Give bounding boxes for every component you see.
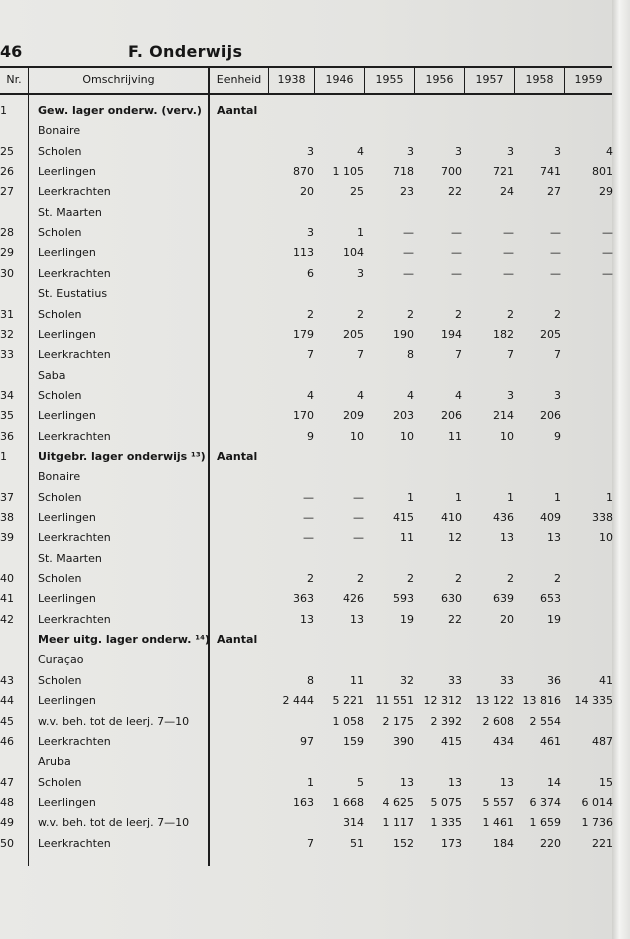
cell-value-1946: 205: [343, 327, 364, 341]
row-description: Leerkrachten: [38, 348, 111, 362]
cell-value-1958: 9: [554, 429, 561, 443]
cell-value-1946: 1 058: [332, 714, 364, 728]
row-number: 42: [0, 612, 14, 626]
cell-value-1957: 2 608: [482, 714, 514, 728]
cell-value-1957: 2: [507, 307, 514, 321]
cell-value-1938: 2: [307, 307, 314, 321]
cell-value-1958: 206: [540, 409, 561, 423]
row-number: 39: [0, 531, 14, 545]
row-number: 35: [0, 409, 14, 423]
table-row: [0, 162, 612, 182]
header-year-1959: 1959: [574, 73, 603, 86]
cell-value-1957: 24: [500, 185, 514, 199]
cell-value-1958: —: [550, 226, 561, 240]
row-description: Uitgebr. lager onderwijs ¹³): [38, 449, 206, 463]
cell-value-1946: 5: [357, 775, 364, 789]
cell-value-1946: 4: [357, 388, 364, 402]
cell-value-1956: 12: [448, 531, 462, 545]
cell-value-1955: 3: [407, 144, 414, 158]
cell-value-1955: —: [403, 266, 414, 280]
cell-value-1956: 13: [448, 775, 462, 789]
cell-value-1959: —: [602, 226, 613, 240]
row-number: 43: [0, 673, 14, 687]
cell-value-1958: 461: [540, 734, 561, 748]
cell-value-1957: 436: [493, 511, 514, 524]
row-number: 34: [0, 388, 14, 402]
cell-value-1958: 1 659: [529, 816, 561, 830]
cell-value-1946: 1 105: [332, 165, 364, 179]
row-description: Leerkrachten: [38, 185, 111, 199]
row-description: Scholen: [38, 307, 82, 321]
cell-value-1938: 363: [293, 592, 314, 606]
cell-value-1957: 20: [500, 612, 514, 626]
row-description: Meer uitg. lager onderw. ¹⁴): [38, 633, 210, 647]
cell-value-1946: —: [353, 531, 364, 545]
cell-value-1957: —: [503, 226, 514, 240]
cell-value-1946: 159: [343, 734, 364, 748]
cell-value-1958: 741: [540, 165, 561, 179]
cell-value-1959: 221: [592, 836, 613, 850]
row-description: Leerlingen: [38, 409, 96, 423]
cell-value-1958: 1: [554, 490, 561, 504]
cell-value-1955: —: [403, 226, 414, 240]
cell-value-1959: 338: [592, 511, 613, 524]
cell-value-1955: 593: [393, 592, 414, 606]
table-row: [0, 447, 612, 467]
table-row: [0, 467, 612, 487]
cell-value-1946: 3: [357, 266, 364, 280]
cell-value-1956: 4: [455, 388, 462, 402]
cell-value-1955: 2: [407, 307, 414, 321]
table-row: [0, 813, 612, 833]
row-number: 30: [0, 266, 14, 280]
cell-value-1956: 22: [448, 612, 462, 626]
cell-value-1957: 13: [500, 775, 514, 789]
cell-value-1958: 205: [540, 327, 561, 341]
row-description: Scholen: [38, 572, 82, 586]
row-description: Leerlingen: [38, 246, 96, 260]
cell-value-1938: —: [303, 490, 314, 504]
row-description: Scholen: [38, 144, 82, 158]
cell-value-1957: 33: [500, 673, 514, 687]
cell-value-1956: 415: [441, 734, 462, 748]
row-number: 27: [0, 185, 14, 199]
row-number: 32: [0, 327, 14, 341]
row-number: 41: [0, 592, 14, 606]
cell-value-1955: 203: [393, 409, 414, 423]
cell-value-1955: 11 551: [375, 694, 414, 708]
row-description: Leerlingen: [38, 165, 96, 179]
row-description: Leerkrachten: [38, 734, 111, 748]
cell-value-1956: 5 075: [430, 795, 462, 809]
cell-value-1956: —: [451, 246, 462, 260]
page-number: 46: [0, 42, 23, 61]
cell-value-1958: —: [550, 266, 561, 280]
row-description: Leerkrachten: [38, 266, 111, 280]
cell-value-1946: 51: [350, 836, 364, 850]
cell-value-1958: 3: [554, 144, 561, 158]
cell-value-1957: 1: [507, 490, 514, 504]
row-number: 38: [0, 511, 14, 524]
cell-value-1957: 13: [500, 531, 514, 545]
cell-value-1946: 2: [357, 307, 364, 321]
row-description: Bonaire: [38, 470, 81, 484]
row-description: Scholen: [38, 388, 82, 402]
cell-value-1958: 2 554: [529, 714, 561, 728]
row-description: Leerkrachten: [38, 612, 111, 626]
cell-value-1958: —: [550, 246, 561, 260]
cell-value-1938: 7: [307, 348, 314, 362]
cell-value-1956: —: [451, 266, 462, 280]
table-row: [0, 528, 612, 548]
cell-value-1938: 4: [307, 388, 314, 402]
row-description: Leerlingen: [38, 694, 96, 708]
cell-value-1938: 2: [307, 572, 314, 586]
row-description: Gew. lager onderw. (verv.): [38, 104, 202, 117]
row-unit: Aantal: [217, 449, 258, 463]
cell-value-1959: 1 736: [581, 816, 613, 830]
cell-value-1957: 214: [493, 409, 514, 423]
cell-value-1955: 10: [400, 429, 414, 443]
cell-value-1955: 718: [393, 165, 414, 179]
cell-value-1955: 152: [393, 836, 414, 850]
table-row: [0, 793, 612, 813]
cell-value-1955: 1: [407, 490, 414, 504]
row-description: Scholen: [38, 775, 82, 789]
cell-value-1956: 3: [455, 144, 462, 158]
cell-value-1955: 32: [400, 673, 414, 687]
cell-value-1946: 426: [343, 592, 364, 606]
row-description: Leerlingen: [38, 592, 96, 606]
row-number: 31: [0, 307, 14, 321]
header-unit: Eenheid: [216, 73, 262, 86]
cell-value-1956: 11: [448, 429, 462, 443]
table-row: [0, 427, 612, 447]
cell-value-1946: 104: [343, 246, 364, 260]
table-row: [0, 569, 612, 589]
cell-value-1958: 2: [554, 572, 561, 586]
cell-value-1955: —: [403, 246, 414, 260]
cell-value-1958: 36: [547, 673, 561, 687]
cell-value-1959: —: [602, 266, 613, 280]
row-description: St. Eustatius: [38, 287, 108, 301]
table-row: [0, 101, 612, 121]
cell-value-1955: 13: [400, 775, 414, 789]
table-row: [0, 121, 612, 141]
row-description: Leerlingen: [38, 795, 96, 809]
table-row: [0, 712, 612, 732]
table-row: [0, 305, 612, 325]
cell-value-1958: 6 374: [529, 795, 561, 809]
row-description: Leerlingen: [38, 511, 96, 524]
row-description: Curaçao: [38, 653, 84, 667]
cell-value-1955: 4: [407, 388, 414, 402]
row-description: Saba: [38, 368, 66, 382]
table-row: [0, 182, 612, 202]
cell-value-1956: 630: [441, 592, 462, 606]
cell-value-1958: 14: [547, 775, 561, 789]
cell-value-1959: 4: [606, 144, 613, 158]
cell-value-1959: —: [602, 246, 613, 260]
row-description: Scholen: [38, 490, 82, 504]
row-unit: Aantal: [217, 633, 258, 647]
cell-value-1958: 2: [554, 307, 561, 321]
cell-value-1946: 7: [357, 348, 364, 362]
cell-value-1938: 3: [307, 144, 314, 158]
cell-value-1957: 5 557: [482, 795, 514, 809]
table-row: [0, 732, 612, 752]
row-number: 46: [0, 734, 14, 748]
cell-value-1956: 12 312: [423, 694, 462, 708]
cell-value-1938: —: [303, 531, 314, 545]
cell-value-1959: 10: [599, 531, 613, 545]
cell-value-1938: 20: [300, 185, 314, 199]
cell-value-1938: 163: [293, 795, 314, 809]
header-year-1958: 1958: [525, 73, 554, 86]
row-number: 26: [0, 165, 14, 179]
header-nr: Nr.: [6, 73, 22, 86]
cell-value-1958: 409: [540, 511, 561, 524]
table-row: [0, 834, 612, 854]
cell-value-1959: 487: [592, 734, 613, 748]
cell-value-1938: 9: [307, 429, 314, 443]
row-description: Leerlingen: [38, 327, 96, 341]
row-number: 29: [0, 246, 14, 260]
header-description: Omschrijving: [82, 73, 155, 86]
cell-value-1938: 6: [307, 266, 314, 280]
table-row: [0, 589, 612, 609]
cell-value-1957: —: [503, 266, 514, 280]
cell-value-1955: 4 625: [382, 795, 414, 809]
table-row: [0, 345, 612, 365]
cell-value-1957: 3: [507, 388, 514, 402]
table-row: [0, 549, 612, 569]
cell-value-1958: 19: [547, 612, 561, 626]
cell-value-1955: 23: [400, 185, 414, 199]
cell-value-1946: 10: [350, 429, 364, 443]
cell-value-1957: 10: [500, 429, 514, 443]
cell-value-1946: 2: [357, 572, 364, 586]
section-title: F. Onderwijs: [128, 42, 243, 61]
cell-value-1956: 2: [455, 572, 462, 586]
table-row: [0, 203, 612, 223]
cell-value-1946: 1 668: [332, 795, 364, 809]
cell-value-1938: 2 444: [282, 694, 314, 708]
cell-value-1946: 13: [350, 612, 364, 626]
cell-value-1956: —: [451, 226, 462, 240]
page-edge: [612, 0, 630, 939]
cell-value-1958: 220: [540, 836, 561, 850]
table-row: [0, 650, 612, 670]
cell-value-1955: 8: [407, 348, 414, 362]
cell-value-1959: 801: [592, 165, 613, 179]
cell-value-1957: 639: [493, 592, 514, 606]
row-number: 33: [0, 348, 14, 362]
cell-value-1956: 33: [448, 673, 462, 687]
row-number: 45: [0, 714, 14, 728]
cell-value-1956: 194: [441, 327, 462, 341]
header-year-1956: 1956: [425, 73, 454, 86]
row-description: Leerkrachten: [38, 836, 111, 850]
cell-value-1957: —: [503, 246, 514, 260]
table-row: [0, 284, 612, 304]
cell-value-1958: 13 816: [522, 694, 561, 708]
row-number: 25: [0, 144, 14, 158]
row-description: Aruba: [38, 755, 71, 769]
cell-value-1955: 190: [393, 327, 414, 341]
cell-value-1938: 179: [293, 327, 314, 341]
table-row: [0, 386, 612, 406]
table-row: [0, 325, 612, 345]
table-row: [0, 366, 612, 386]
cell-value-1938: 1: [307, 775, 314, 789]
header-year-1955: 1955: [375, 73, 404, 86]
cell-value-1955: 2 175: [382, 714, 414, 728]
row-number: 37: [0, 490, 14, 504]
table-row: [0, 243, 612, 263]
cell-value-1958: 653: [540, 592, 561, 606]
cell-value-1956: 410: [441, 511, 462, 524]
cell-value-1957: 3: [507, 144, 514, 158]
cell-value-1959: 29: [599, 185, 613, 199]
row-description: Leerkrachten: [38, 429, 111, 443]
cell-value-1957: 7: [507, 348, 514, 362]
table-row: [0, 488, 612, 508]
cell-value-1946: 4: [357, 144, 364, 158]
cell-value-1938: 13: [300, 612, 314, 626]
cell-value-1938: 170: [293, 409, 314, 423]
header-year-1938: 1938: [277, 73, 306, 86]
row-description: St. Maarten: [38, 551, 102, 565]
cell-value-1946: 1: [357, 226, 364, 240]
cell-value-1957: 2: [507, 572, 514, 586]
cell-value-1957: 1 461: [482, 816, 514, 830]
row-description: Scholen: [38, 226, 82, 240]
row-description: Bonaire: [38, 124, 81, 138]
cell-value-1946: —: [353, 511, 364, 524]
cell-value-1957: 721: [493, 165, 514, 179]
row-number: 44: [0, 694, 14, 708]
cell-value-1946: 314: [343, 816, 364, 830]
cell-value-1956: 2: [455, 307, 462, 321]
cell-value-1955: 2: [407, 572, 414, 586]
cell-value-1959: 1: [606, 490, 613, 504]
cell-value-1958: 3: [554, 388, 561, 402]
cell-value-1956: 1 335: [430, 816, 462, 830]
cell-value-1946: 25: [350, 185, 364, 199]
cell-value-1956: 2 392: [430, 714, 462, 728]
row-unit: Aantal: [217, 104, 258, 117]
table-row: [0, 671, 612, 691]
header-year-1946: 1946: [325, 73, 354, 86]
cell-value-1958: 7: [554, 348, 561, 362]
table-row: [0, 406, 612, 426]
cell-value-1955: 11: [400, 531, 414, 545]
row-number: 40: [0, 572, 14, 586]
cell-value-1957: 13 122: [475, 694, 514, 708]
row-number: 47: [0, 775, 14, 789]
table-row: [0, 508, 612, 528]
cell-value-1938: 7: [307, 836, 314, 850]
row-description: w.v. beh. tot de leerj. 7—10: [38, 714, 190, 728]
row-number: 28: [0, 226, 14, 240]
table-row: [0, 773, 612, 793]
cell-value-1938: 113: [293, 246, 314, 260]
table-row: [0, 752, 612, 772]
row-number: 48: [0, 795, 14, 809]
cell-value-1956: 173: [441, 836, 462, 850]
row-number: 36: [0, 429, 14, 443]
row-description: Leerkrachten: [38, 531, 111, 545]
cell-value-1959: 15: [599, 775, 613, 789]
table-row: [0, 691, 612, 711]
cell-value-1938: 97: [300, 734, 314, 748]
row-description: Scholen: [38, 673, 82, 687]
cell-value-1955: 19: [400, 612, 414, 626]
cell-value-1946: 11: [350, 673, 364, 687]
cell-value-1956: 7: [455, 348, 462, 362]
cell-value-1958: 13: [547, 531, 561, 545]
row-number: 50: [0, 836, 14, 850]
cell-value-1956: 206: [441, 409, 462, 423]
cell-value-1955: 390: [393, 734, 414, 748]
table-row: [0, 610, 612, 630]
table-header-rule: [0, 93, 612, 95]
cell-value-1959: 14 335: [574, 694, 613, 708]
table-row: [0, 264, 612, 284]
row-number: 49: [0, 816, 14, 830]
row-description: St. Maarten: [38, 205, 102, 219]
cell-value-1946: —: [353, 490, 364, 504]
table-row: [0, 142, 612, 162]
cell-value-1956: 700: [441, 165, 462, 179]
cell-value-1946: 209: [343, 409, 364, 423]
cell-value-1946: 5 221: [332, 694, 364, 708]
cell-value-1958: 27: [547, 185, 561, 199]
cell-value-1959: 41: [599, 673, 613, 687]
header-year-1957: 1957: [475, 73, 504, 86]
cell-value-1957: 434: [493, 734, 514, 748]
table-top-rule: [0, 66, 612, 68]
cell-value-1957: 184: [493, 836, 514, 850]
table-row: [0, 630, 612, 650]
cell-value-1956: 22: [448, 185, 462, 199]
cell-value-1956: 1: [455, 490, 462, 504]
cell-value-1957: 182: [493, 327, 514, 341]
row-number: 1: [0, 104, 7, 117]
table-row: [0, 223, 612, 243]
cell-value-1938: 8: [307, 673, 314, 687]
cell-value-1959: 6 014: [581, 795, 613, 809]
cell-value-1938: —: [303, 511, 314, 524]
row-description: w.v. beh. tot de leerj. 7—10: [38, 816, 190, 830]
row-number: 1: [0, 449, 7, 463]
cell-value-1955: 415: [393, 511, 414, 524]
cell-value-1955: 1 117: [382, 816, 414, 830]
cell-value-1938: 870: [293, 165, 314, 179]
cell-value-1938: 3: [307, 226, 314, 240]
